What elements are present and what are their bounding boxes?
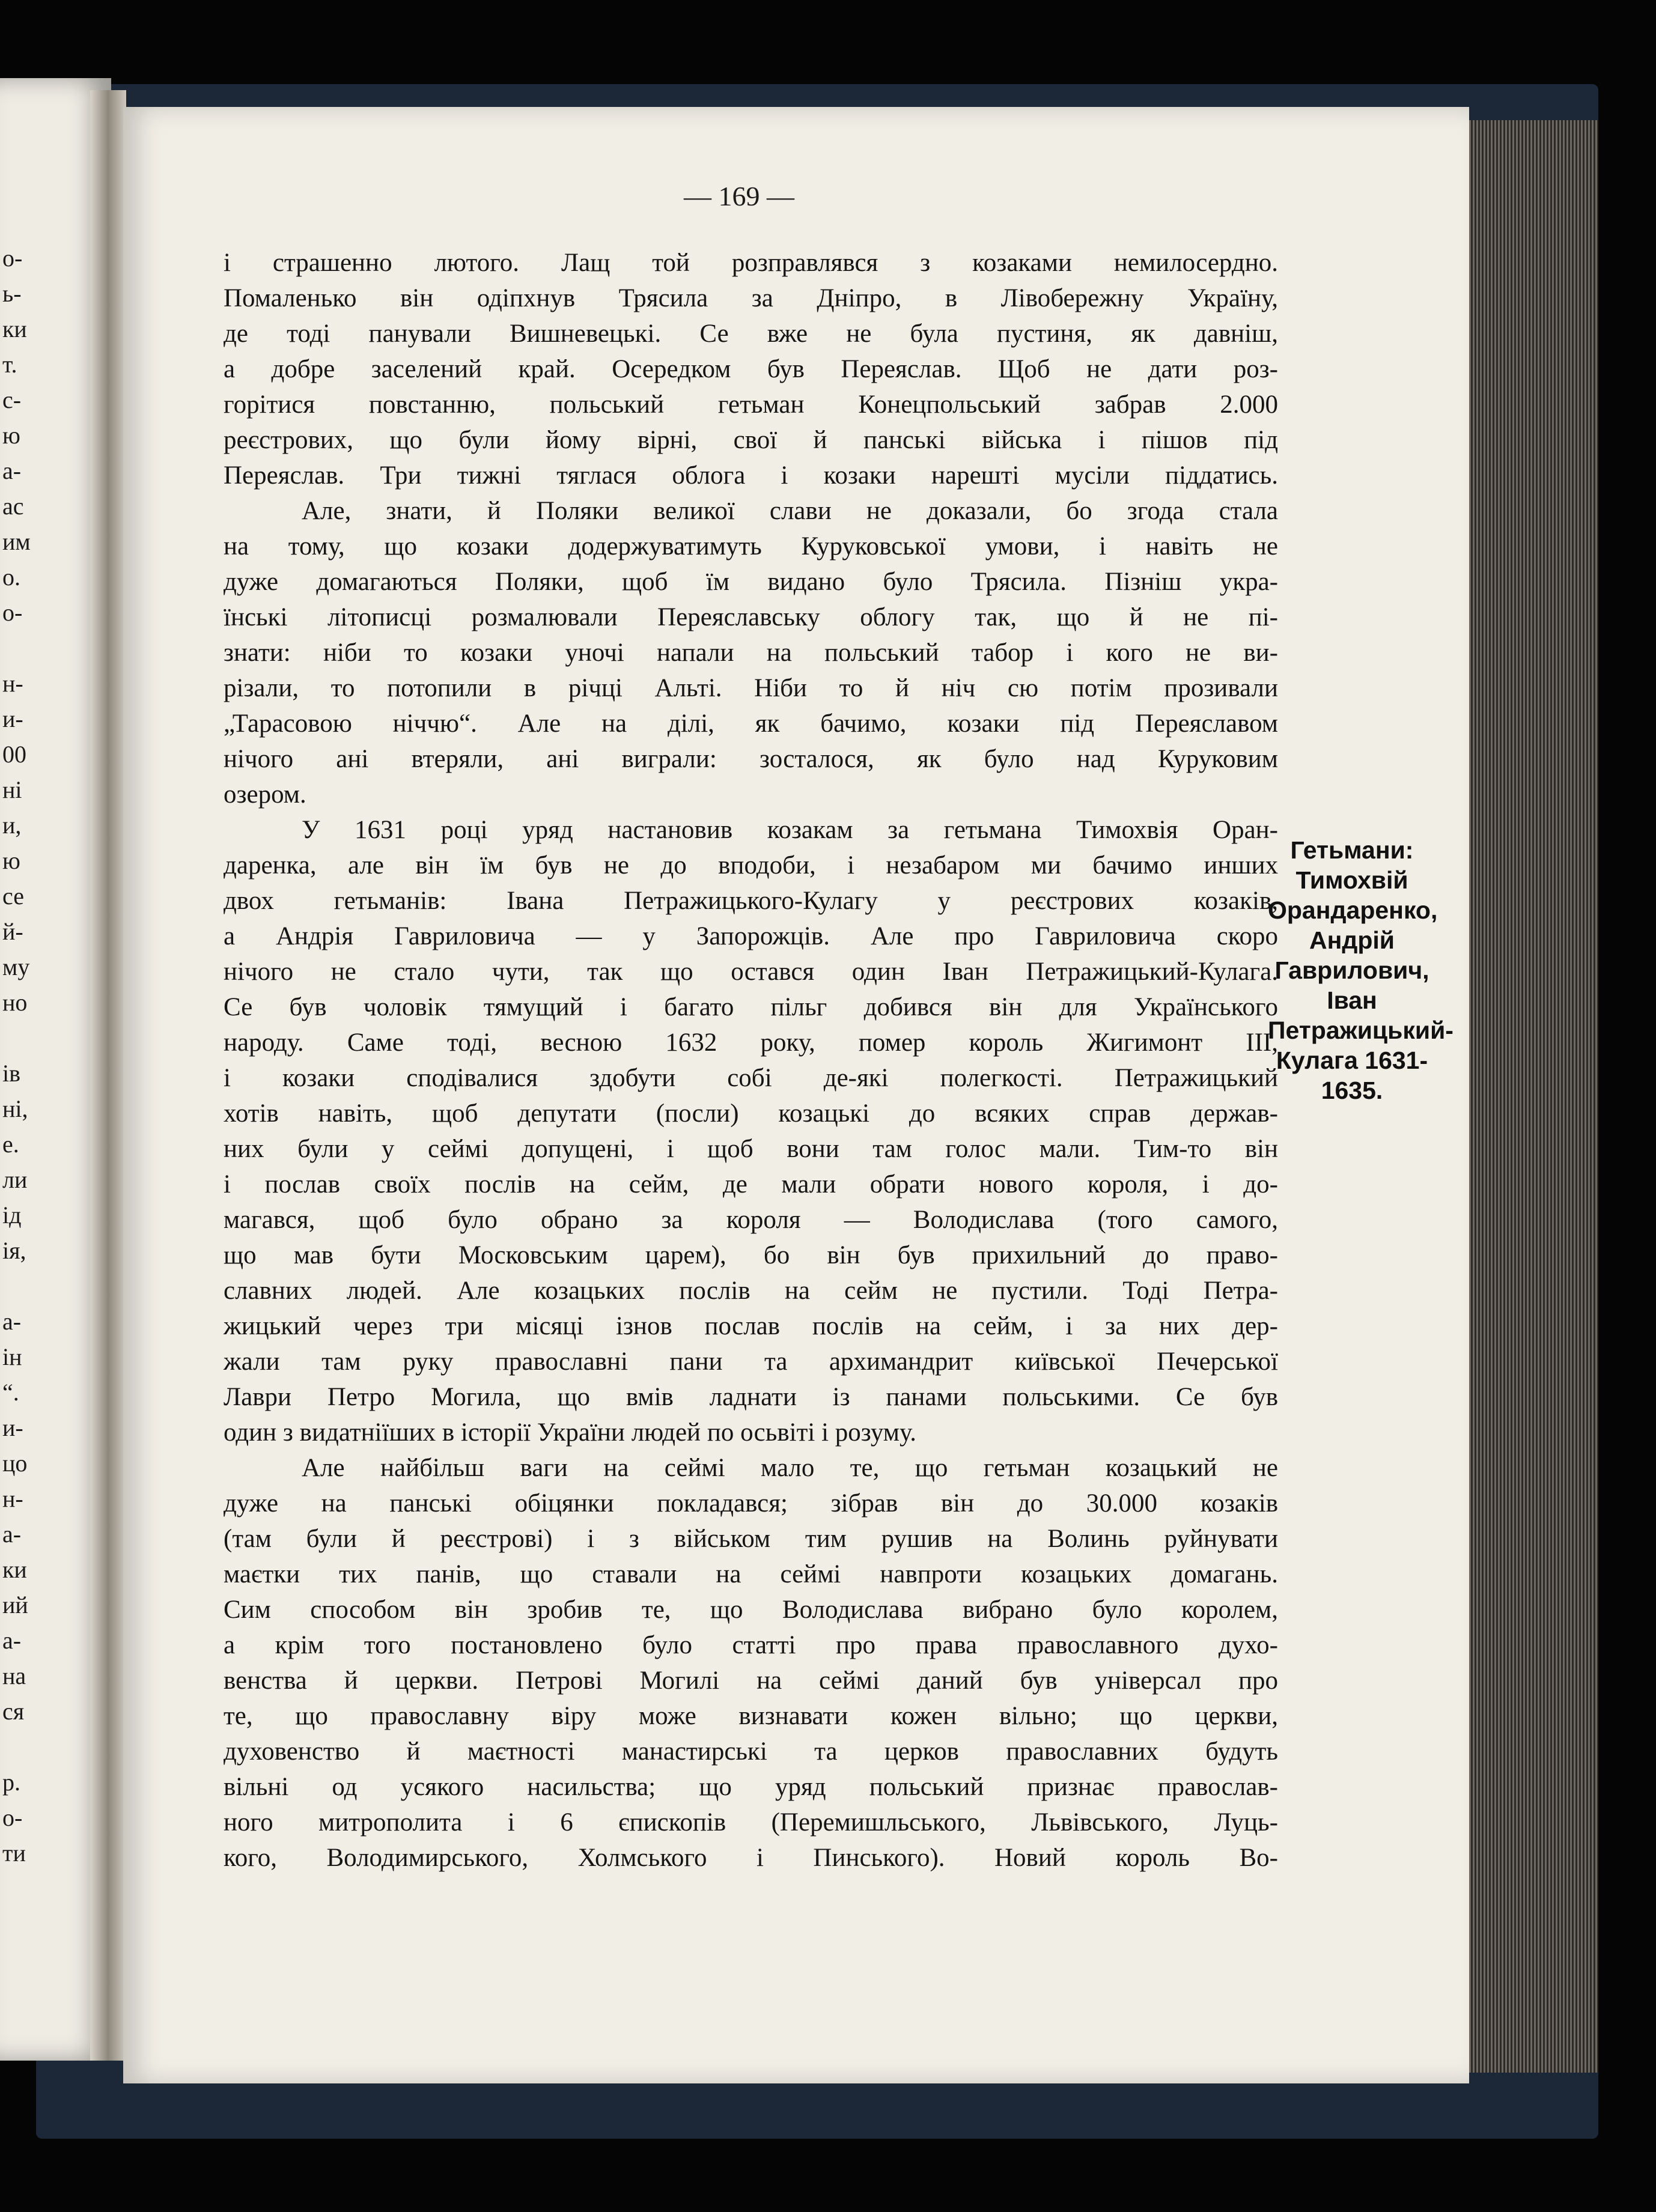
text-line: двох гетьманів: Івана Петражицького-Кулагу у реєстрових козаків,	[224, 887, 1278, 915]
left-page-fragment: н-	[2, 670, 23, 697]
text-line: маєтки тих панів, що ставали на сеймі навпроти козацьких домагань.	[224, 1560, 1278, 1588]
left-page-fragment: ти	[2, 1840, 26, 1867]
text-line: їнські літописці розмалювали Переяславську облогу так, що й не пі-	[224, 603, 1278, 631]
left-page-fragment: 00	[2, 741, 26, 768]
book-spine	[90, 90, 126, 2061]
text-line: жали там руку православні пани та архимандрит київської Печерської	[224, 1348, 1278, 1376]
text-line: кого, Володимирського, Холмського і Пинського). Новий король Во-	[224, 1844, 1278, 1872]
body-text	[224, 245, 1278, 1876]
text-line: магався, щоб було обрано за короля — Володислава (того самого,	[224, 1206, 1278, 1234]
left-page-fragment: и-	[2, 705, 23, 732]
text-line: один з видатніїших в історії України людей по осьвіті і розуму.	[224, 1418, 916, 1447]
left-page-fragment: ю	[2, 422, 20, 449]
text-line: жицький через три місяці ізнов послав послів на сейм, і за них дер-	[224, 1312, 1278, 1340]
text-line: Лаври Петро Могила, що вмів ладнати із панами польськими. Се був	[224, 1383, 1278, 1411]
text-line: і страшенно лютого. Лащ той розправлявся з козаками немилосердно.	[224, 249, 1278, 277]
page-edges	[1469, 120, 1598, 2073]
left-page-fragment: ід	[2, 1202, 22, 1229]
left-page-fragment: ки	[2, 315, 27, 342]
text-line: дуже на панські обіцянки покладався; зібрав він до 30.000 козаків	[224, 1489, 1278, 1518]
left-page-fragment: ас	[2, 493, 24, 520]
text-line: реєстрових, що були йому вірні, свої й панські війська і пішов під	[224, 426, 1278, 454]
text-line: а Андрія Гавриловича — у Запорожців. Але про Гавриловича скоро	[224, 922, 1278, 950]
left-page-fragment: и-	[2, 1414, 23, 1441]
left-page-fragment: ін	[2, 1343, 22, 1370]
left-page-fragment: се	[2, 883, 24, 910]
left-page-fragment: а-	[2, 1627, 22, 1654]
left-page-fragment: с-	[2, 386, 22, 413]
text-line: а крім того постановлено було статті про права православного духо-	[224, 1631, 1278, 1659]
text-line: а добре заселений край. Осередком був Переяслав. Щоб не дати роз-	[224, 355, 1278, 383]
text-line: народу. Саме тоді, весною 1632 року, помер король Жигимонт III,	[224, 1029, 1278, 1057]
text-line: нічого ані втеряли, ані виграли: зосталося, як було над Куруковим	[224, 745, 1278, 773]
left-page-fragment: ія,	[2, 1237, 26, 1264]
left-page-fragment: цо	[2, 1450, 28, 1477]
left-page-fragment: о-	[2, 599, 23, 626]
left-page-fragment: ів	[2, 1060, 20, 1087]
text-line: озером.	[224, 780, 306, 809]
left-page-fragment: т.	[2, 351, 17, 378]
left-page-fragment: а-	[2, 457, 22, 484]
text-line: що мав бути Московським царем), бо він був прихильний до право-	[224, 1241, 1278, 1269]
left-page-fragment: е.	[2, 1131, 19, 1158]
text-line: Се був чоловік тямущий і багато пільг добився він для Українського	[224, 993, 1278, 1021]
left-page-fragment: ли	[2, 1166, 28, 1193]
left-page-fragment: ь-	[2, 280, 22, 307]
left-page-fragment: а-	[2, 1308, 22, 1335]
text-line: (там були й реєстрові) і з військом тим рушив на Волинь руйнувати	[224, 1525, 1278, 1553]
margin-note: Гетьмани: Тимохвій Орандаренко, Андрій Гаврилович, Іван Петражицький-Кулага 1631-1635.	[1268, 836, 1454, 1104]
text-line: і козаки сподівалися здобути собі де-які полегкості. Петражицький	[224, 1064, 1278, 1092]
left-page-fragment: о-	[2, 245, 23, 272]
left-page-fragment: ки	[2, 1556, 27, 1583]
page-number: — 169 —	[684, 181, 794, 211]
text-line: ного митрополита і 6 єпископів (Перемишльського, Львівського, Луць-	[224, 1808, 1278, 1837]
text-line: де тоді панували Вишневецькі. Се вже не була пустиня, як давніш,	[224, 320, 1278, 348]
text-line: даренка, але він їм був не до вподоби, і незабаром ми бачимо инших	[224, 851, 1278, 880]
left-page-fragment: ий	[2, 1591, 28, 1618]
left-page-fragment: н-	[2, 1485, 23, 1512]
text-line: Але найбільш ваги на сеймі мало те, що гетьман козацький не	[302, 1454, 1278, 1482]
left-page-fragment: на	[2, 1662, 26, 1689]
text-line: Переяслав. Три тижні тяглася облога і козаки нарешті мусіли піддатись.	[224, 461, 1278, 490]
text-line: те, що православну віру може визнавати кожен вільно; що церкви,	[224, 1702, 1278, 1730]
left-page-fragment: а-	[2, 1521, 22, 1548]
text-line: славних людей. Але козацьких послів на сейм не пустили. Тоді Петра-	[224, 1277, 1278, 1305]
left-page-fragment: им	[2, 528, 31, 555]
text-line: У 1631 році уряд настановив козакам за гетьмана Тимохвія Оран-	[302, 816, 1278, 844]
left-page-fragment: й-	[2, 918, 23, 945]
text-line: горітися повстанню, польський гетьман Конецпольський забрав 2.000	[224, 390, 1278, 419]
left-page-fragment: ні,	[2, 1095, 28, 1122]
text-line: Помаленько він одіпхнув Трясила за Дніпро, в Лівобережну Україну,	[224, 284, 1278, 312]
left-page-fragment: и,	[2, 812, 22, 839]
text-line: різали, то потопили в річці Альті. Ніби то й ніч сю потім прозивали	[224, 674, 1278, 702]
left-page-fragment: о-	[2, 1804, 23, 1831]
text-line: „Тарасовою ніччю“. Але на ділі, як бачимо, козаки під Переяславом	[224, 709, 1278, 738]
text-line: вільні од усякого насильства; що уряд польський признає православ-	[224, 1773, 1278, 1801]
text-line: нічого не стало чути, так що остався один Іван Петражицький-Кулага.	[224, 958, 1278, 986]
text-line: знати: ніби то козаки уночі напали на польський табор і кого не ви-	[224, 639, 1278, 667]
text-line: духовенство й маєтності манастирські та церков православних будуть	[224, 1737, 1278, 1766]
text-line: на тому, що козаки додержуватимуть Куруковської умови, і навіть не	[224, 532, 1278, 561]
text-line: хотів навіть, щоб депутати (посли) козацькі до всяких справ держав-	[224, 1099, 1278, 1128]
left-page-fragment: ю	[2, 847, 20, 874]
left-page-fragment: р.	[2, 1769, 20, 1796]
text-line: них були у сеймі допущені, і щоб вони там голос мали. Тим-то він	[224, 1135, 1278, 1163]
text-line: Але, знати, й Поляки великої слави не доказали, бо згода стала	[302, 497, 1278, 525]
text-line: венства й церкви. Петрові Могилі на сеймі даний був універсал про	[224, 1667, 1278, 1695]
left-page-fragment: ні	[2, 776, 22, 803]
left-page-fragment: но	[2, 989, 28, 1016]
left-page-fragment: ся	[2, 1698, 25, 1725]
left-page-fragment: о.	[2, 564, 20, 591]
text-line: Сим способом він зробив те, що Володислава вибрано було королем,	[224, 1596, 1278, 1624]
left-page-fragment: му	[2, 953, 30, 980]
text-line: і послав своїх послів на сейм, де мали обрати нового короля, і до-	[224, 1170, 1278, 1199]
left-page-fragment: “.	[2, 1379, 19, 1406]
text-line: дуже домагаються Поляки, щоб їм видано було Трясила. Пізніш укра-	[224, 568, 1278, 596]
